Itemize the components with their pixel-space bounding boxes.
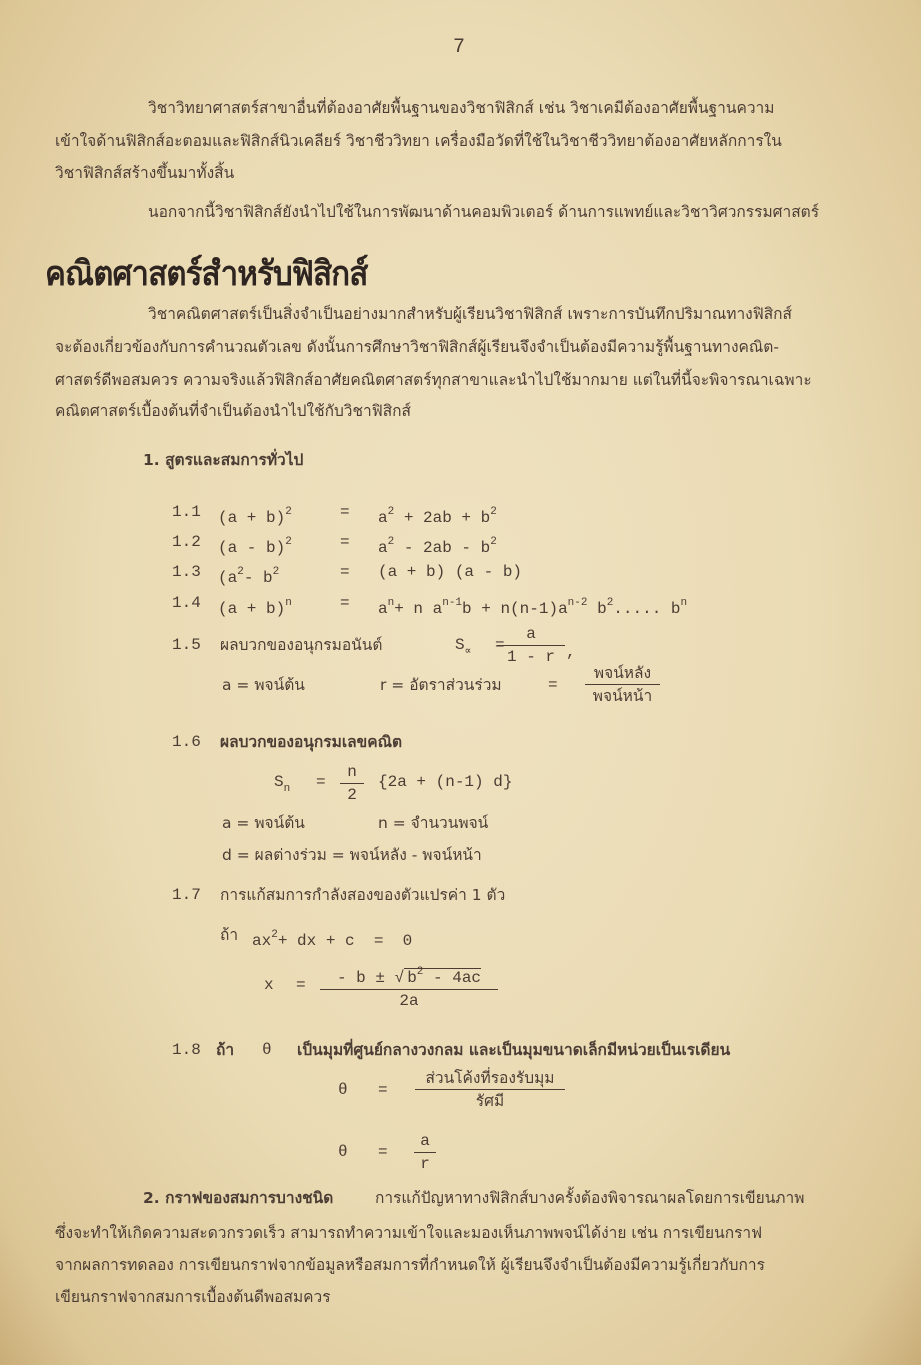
formula-description: ผลบวกของอนุกรมเลขคณิต [220,733,403,751]
equals-sign: = [296,976,306,994]
sum-symbol: $S_n$ [274,773,291,795]
text-line: จากผลการทดลอง การเขียนกราฟจากข้อมูลหรือสมการที่กำหนดให้ ผู้เรียนจึงจำเป็นต้องมีความรู้เกี่ยวกับการ [55,1256,765,1274]
section-heading: คณิตศาสตร์สำหรับฟิสิกส์ [45,255,368,293]
equals-sign: = [378,1081,388,1099]
equals-sign: = [340,563,350,581]
fraction: $\frac{a}{1 - r}$ [497,624,565,667]
subsection-1-title: 1. สูตรและสมการทั่วไป [143,451,304,469]
equals-sign: = [316,773,326,791]
formula-description: ผลบวกของอนุกรมอนันต์ [220,636,383,654]
formula-number: 1.1 [172,503,201,521]
formula-number: 1.3 [172,563,201,581]
page-number: 7 [453,36,466,59]
fraction: ส่วนโค้งที่รองรับมุม รัศมี [415,1068,565,1111]
formula-lhs: (a - b)$^2$ [218,536,292,557]
fraction: พจน์หลัง พจน์หน้า [585,663,660,706]
formula-number: 1.8 [172,1041,201,1059]
quadratic-formula-fraction: $\frac{- b \pm √ b^2 - 4ac}{2a}$ [320,962,498,1011]
text-line: วิชาวิทยาศาสตร์สาขาอื่นที่ต้องอาศัยพื้นฐานของวิชาฟิสิกส์ เช่น วิชาเคมีต้องอาศัยพื้นฐานความ [148,99,775,117]
formula-number: 1.5 [172,636,201,654]
equals-sign: = [548,676,558,694]
equals-sign: = [340,533,350,551]
formula-number: 1.7 [172,886,201,904]
formula-description: เป็นมุมที่ศูนย์กลางวงกลม และเป็นมุมขนาดเล็กมีหน่วยเป็นเรเดียน [297,1041,731,1059]
text-line: เขียนกราฟจากสมการเบื้องต้นดีพอสมควร [55,1288,331,1306]
formula-rhs: (a + b) (a - b) [378,563,523,581]
text-line: วิชาฟิสิกส์สร้างขึ้นมาทั้งสิ้น [55,164,235,182]
subsection-2-title: 2. กราฟของสมการบางชนิด [143,1189,334,1207]
equals-sign: = [495,636,505,654]
definition-a: a = พจน์ต้น [222,814,305,832]
formula-number: 1.4 [172,594,201,612]
formula-rhs: $a^n+ n$ $a^{n-1}b + n(n-1)a^{n-2}$ $b^2$..... $b^n$ [378,597,688,618]
formula-rhs: $a^2 - 2ab - b^2$ [378,536,497,557]
fraction: $\frac{n}{2}$ [340,762,364,805]
equals-sign: = [340,594,350,612]
intro-paragraph-2: นอกจากนี้วิชาฟิสิกส์ยังนำไปใช้ในการพัฒนาด้านคอมพิวเตอร์ ด้านการแพทย์และวิชาวิศวกรรมศาสตร์ [148,203,820,221]
formula-lhs: $(a + b)^2$ [218,506,292,527]
quadratic-equation: $ax^2+$ dx + c = 0 [252,929,413,950]
definition-a: a = พจน์ต้น [222,676,305,694]
text-line: จะต้องเกี่ยวข้องกับการคำนวณตัวเลข ดังนั้นการศึกษาวิชาฟิสิกส์ผู้เรียนจึงจำเป็นต้องมีความรู้พื้นฐานทางคณิต- [55,338,779,356]
formula-number: 1.2 [172,533,201,551]
text-line: ซึ่งจะทำให้เกิดความสะดวกรวดเร็ว สามารถทำความเข้าใจและมองเห็นภาพพจน์ได้ง่าย เช่น การเขียนกราฟ [55,1224,763,1242]
text-line: คณิตศาสตร์เบื้องต้นที่จำเป็นต้องนำไปใช้กับวิชาฟิสิกส์ [55,402,412,420]
definition-d: d = ผลต่างร่วม = พจน์หลัง - พจน์หน้า [222,846,482,864]
definition-n: n = จำนวนพจน์ [378,814,489,832]
fraction: $\frac{a}{r}$ [414,1131,436,1174]
formula-rhs: $a^2 + 2ab + b^2$ [378,506,497,527]
definition-r: r = อัตราส่วนร่วม [380,676,502,694]
sum-symbol: $S_\propto$ [455,636,472,658]
formula-number: 1.6 [172,733,201,751]
formula-lhs: $(a + b)^n$ [218,597,292,618]
text-line: การแก้ปัญหาทางฟิสิกส์บางครั้งต้องพิจารณาผลโดยการเขียนภาพ [375,1189,805,1207]
text-line: เข้าใจด้านฟิสิกส์อะตอมและฟิสิกส์นิวเคลียร์ วิชาชีววิทยา เครื่องมือวัดที่ใช้ในวิชาชีววิทยาต้องอาศัยหลักการใน [55,132,782,150]
equals-sign: = [378,1143,388,1161]
formula-description: การแก้สมการกำลังสองของตัวแปรค่า 1 ตัว [220,886,506,904]
text-line: ศาสตร์ดีพอสมควร ความจริงแล้วฟิสิกส์อาศัยคณิตศาสตร์ทุกสาขาและนำไปใช้มากมาย แต่ในที่นี้จะพิจารณาเฉพาะ [55,371,812,389]
text-line: วิชาคณิตศาสตร์เป็นสิ่งจำเป็นอย่างมากสำหรับผู้เรียนวิชาฟิสิกส์ เพราะการบันทึกปริมาณทางฟิสิกส์ [148,305,792,323]
equals-sign: = [340,503,350,521]
formula-lhs: ($a^2-$ $b^2$ [218,566,280,587]
